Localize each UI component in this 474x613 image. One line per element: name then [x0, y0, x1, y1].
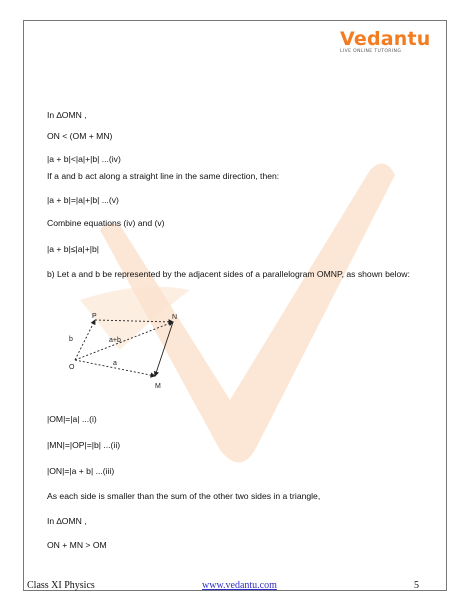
label-b: b [69, 336, 73, 343]
equation-i: |OM|=|a| ...(i) [47, 414, 97, 424]
label-a: a [113, 360, 117, 367]
equation-v: |a + b|=|a|+|b| ...(v) [47, 195, 119, 205]
parallelogram-figure [55, 308, 195, 400]
text-line: Combine equations (iv) and (v) [47, 218, 165, 228]
logo-tagline: LIVE ONLINE TUTORING [340, 49, 402, 54]
label-o: O [69, 364, 75, 371]
footer-course: Class XI Physics [27, 580, 95, 591]
logo-name: Vedantu [340, 28, 431, 50]
equation-combined: |a + b|≤|a|+|b| [47, 244, 100, 254]
label-p: P [92, 313, 97, 320]
footer-website-link[interactable]: www.vedantu.com [202, 580, 277, 591]
vedantu-logo [340, 28, 430, 54]
label-a-plus-b: a+b [109, 337, 121, 344]
text-paragraph: b) Let a and b be represented by the adjacent sides of a parallelogram OMNP, as shown below: [47, 269, 410, 279]
equation-iii: |ON|=|a + b| ...(iii) [47, 466, 115, 476]
text-line: If a and b act along a straight line in the same direction, then: [47, 171, 280, 181]
text-line: ON < (OM + MN) [47, 131, 113, 141]
label-n: N [172, 314, 178, 321]
text-line: ON + MN > OM [47, 540, 107, 550]
page-number: 5 [414, 580, 419, 591]
text-line: As each side is smaller than the sum of the other two sides in a triangle, [47, 491, 321, 501]
text-line: In ∆OMN , [47, 110, 87, 120]
label-m: M [155, 383, 161, 390]
equation-iv: |a + b|<|a|+|b| ...(iv) [47, 154, 121, 164]
text-line: In ∆OMN , [47, 516, 87, 526]
equation-ii: |MN|=|OP|=|b| ...(ii) [47, 440, 121, 450]
